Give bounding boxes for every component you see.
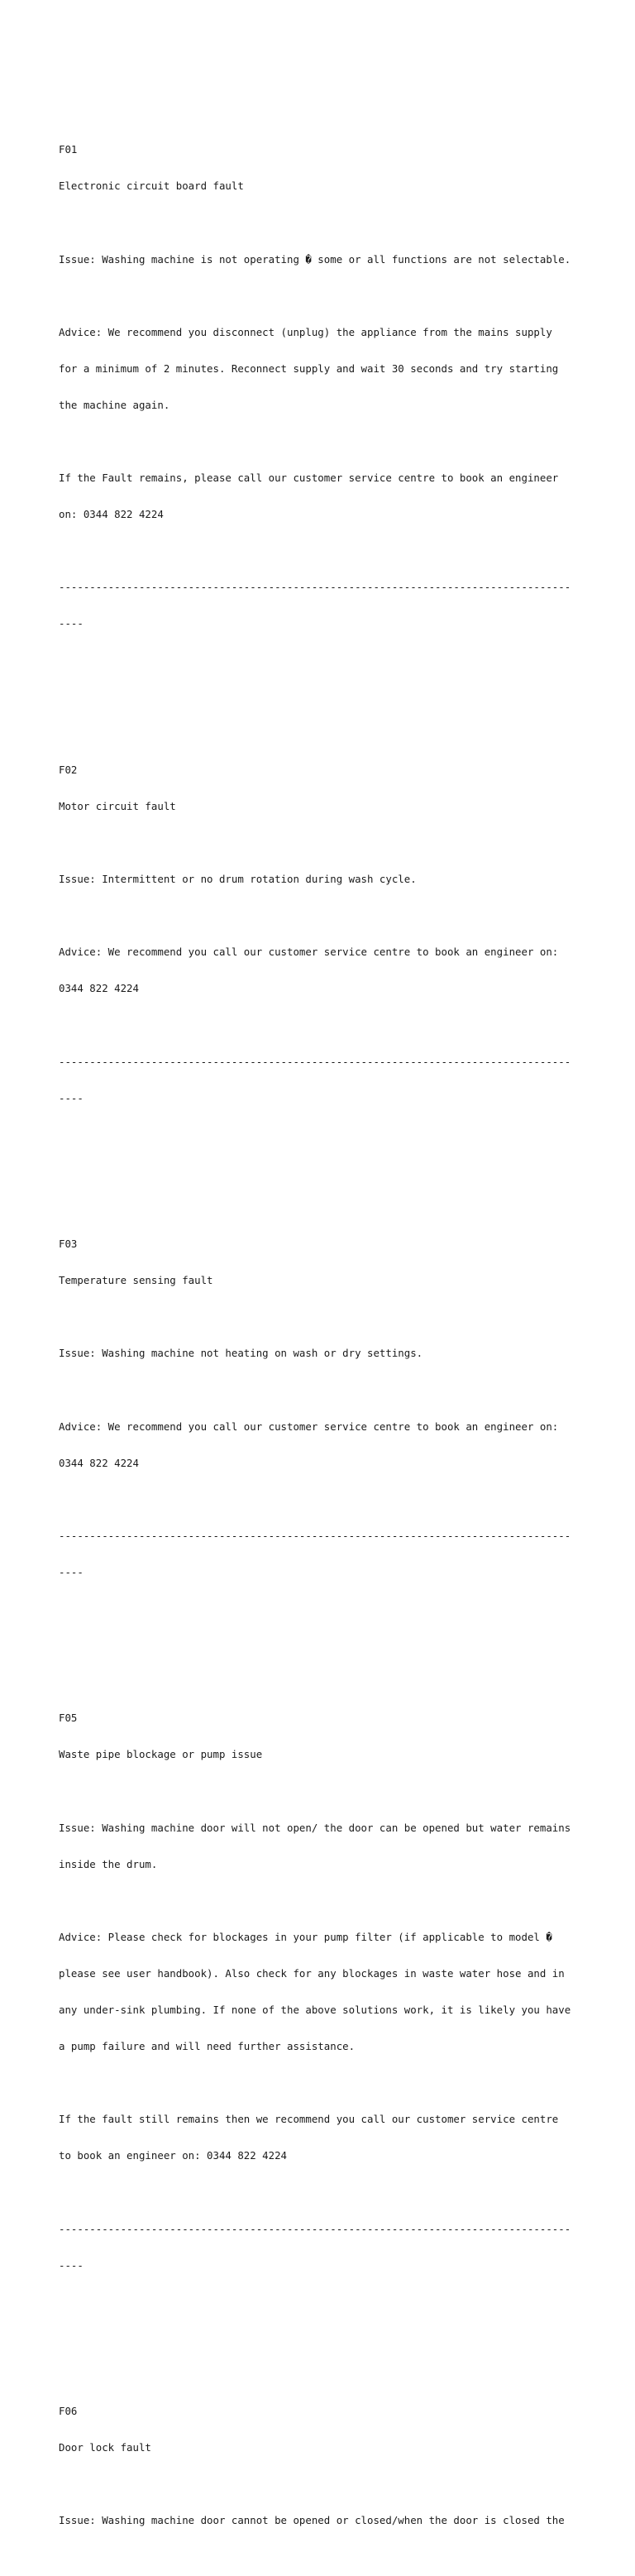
separator-line: ----	[59, 1091, 84, 1104]
fault-title: Motor circuit fault	[59, 799, 176, 812]
fault-title: Temperature sensing fault	[59, 1274, 213, 1287]
advice-text: the machine again.	[59, 398, 170, 411]
blank-line	[59, 1020, 588, 1032]
blank-line	[59, 1494, 588, 1506]
fault-section-f05	[59, 1688, 588, 2333]
fault-section-f03	[59, 1214, 588, 1640]
fault-title: Door lock fault	[59, 2441, 151, 2454]
advice-text: for a minimum of 2 minutes. Reconnect supply and wait 30 seconds and try starting	[59, 362, 559, 375]
blank-line	[59, 2296, 588, 2309]
advice-text: please see user handbook). Also check for any blockages in waste water hose and in	[59, 1967, 565, 1980]
blank-line	[59, 1311, 588, 1324]
separator-line: ----	[59, 2258, 84, 2272]
issue-text: Issue: Intermittent or no drum rotation during wash cycle.	[59, 873, 417, 886]
fault-title: Waste pipe blockage or pump issue	[59, 1748, 263, 1761]
blank-line	[59, 1384, 588, 1396]
contact-text: If the fault still remains then we recommend you call our customer service centre	[59, 2113, 559, 2126]
separator-line: -----------------------------------------------------------------------------------	[59, 1529, 571, 1542]
advice-text: Advice: Please check for blockages in your pump filter (if applicable to model �	[59, 1930, 552, 1943]
issue-text: Issue: Washing machine door cannot be opened or closed/when the door is closed the	[59, 2514, 565, 2527]
issue-text: inside the drum.	[59, 1857, 158, 1870]
advice-text: 0344 822 4224	[59, 982, 139, 995]
blank-line	[59, 2478, 588, 2491]
blank-line	[59, 1786, 588, 1798]
contact-text: to book an engineer on: 0344 822 4224	[59, 2149, 288, 2162]
blank-line	[59, 1129, 588, 1142]
advice-text: a pump failure and will need further assistance.	[59, 2040, 356, 2053]
fault-code: F02	[59, 763, 78, 776]
blank-line	[59, 837, 588, 850]
contact-text: If the Fault remains, please call our customer service centre to book an engineer	[59, 472, 559, 485]
fault-code: F06	[59, 2405, 78, 2418]
advice-text: Advice: We recommend you call our customer service centre to book an engineer on:	[59, 946, 559, 959]
advice-text: Advice: We recommend you disconnect (unplug) the appliance from the mains supply	[59, 325, 552, 338]
blank-line	[59, 436, 588, 448]
separator-line: -----------------------------------------------------------------------------------	[59, 2222, 571, 2235]
advice-text: any under-sink plumbing. If none of the above solutions work, it is likely you have	[59, 2004, 571, 2017]
issue-text: Issue: Washing machine not heating on wash or dry settings.	[59, 1347, 423, 1360]
blank-line	[59, 217, 588, 229]
separator-line: -----------------------------------------------------------------------------------	[59, 581, 571, 594]
blank-line	[59, 2077, 588, 2090]
issue-text: Issue: Washing machine door will not open/ the door can be opened but water remains	[59, 1821, 571, 1834]
advice-text: Advice: We recommend you call our customer service centre to book an engineer on:	[59, 1420, 559, 1433]
separator-line: -----------------------------------------------------------------------------------	[59, 1055, 571, 1068]
blank-line	[59, 2187, 588, 2200]
fault-code-document	[59, 71, 588, 2576]
blank-line	[59, 655, 588, 668]
advice-text: 0344 822 4224	[59, 1456, 139, 1469]
fault-section-f01	[59, 120, 588, 692]
fault-title: Electronic circuit board fault	[59, 180, 244, 193]
fault-code: F03	[59, 1238, 78, 1251]
separator-line: ----	[59, 1565, 84, 1578]
blank-line	[59, 1895, 588, 1908]
fault-section-f06	[59, 2382, 588, 2552]
separator-line: ----	[59, 617, 84, 630]
contact-text: on: 0344 822 4224	[59, 508, 164, 521]
fault-code: F01	[59, 143, 78, 156]
blank-line	[59, 290, 588, 303]
issue-text: Issue: Washing machine is not operating � some or all functions are not selectable.	[59, 252, 571, 266]
blank-line	[59, 910, 588, 922]
blank-line	[59, 1603, 588, 1616]
fault-code: F05	[59, 1712, 78, 1725]
fault-section-f02	[59, 740, 588, 1165]
blank-line	[59, 545, 588, 558]
